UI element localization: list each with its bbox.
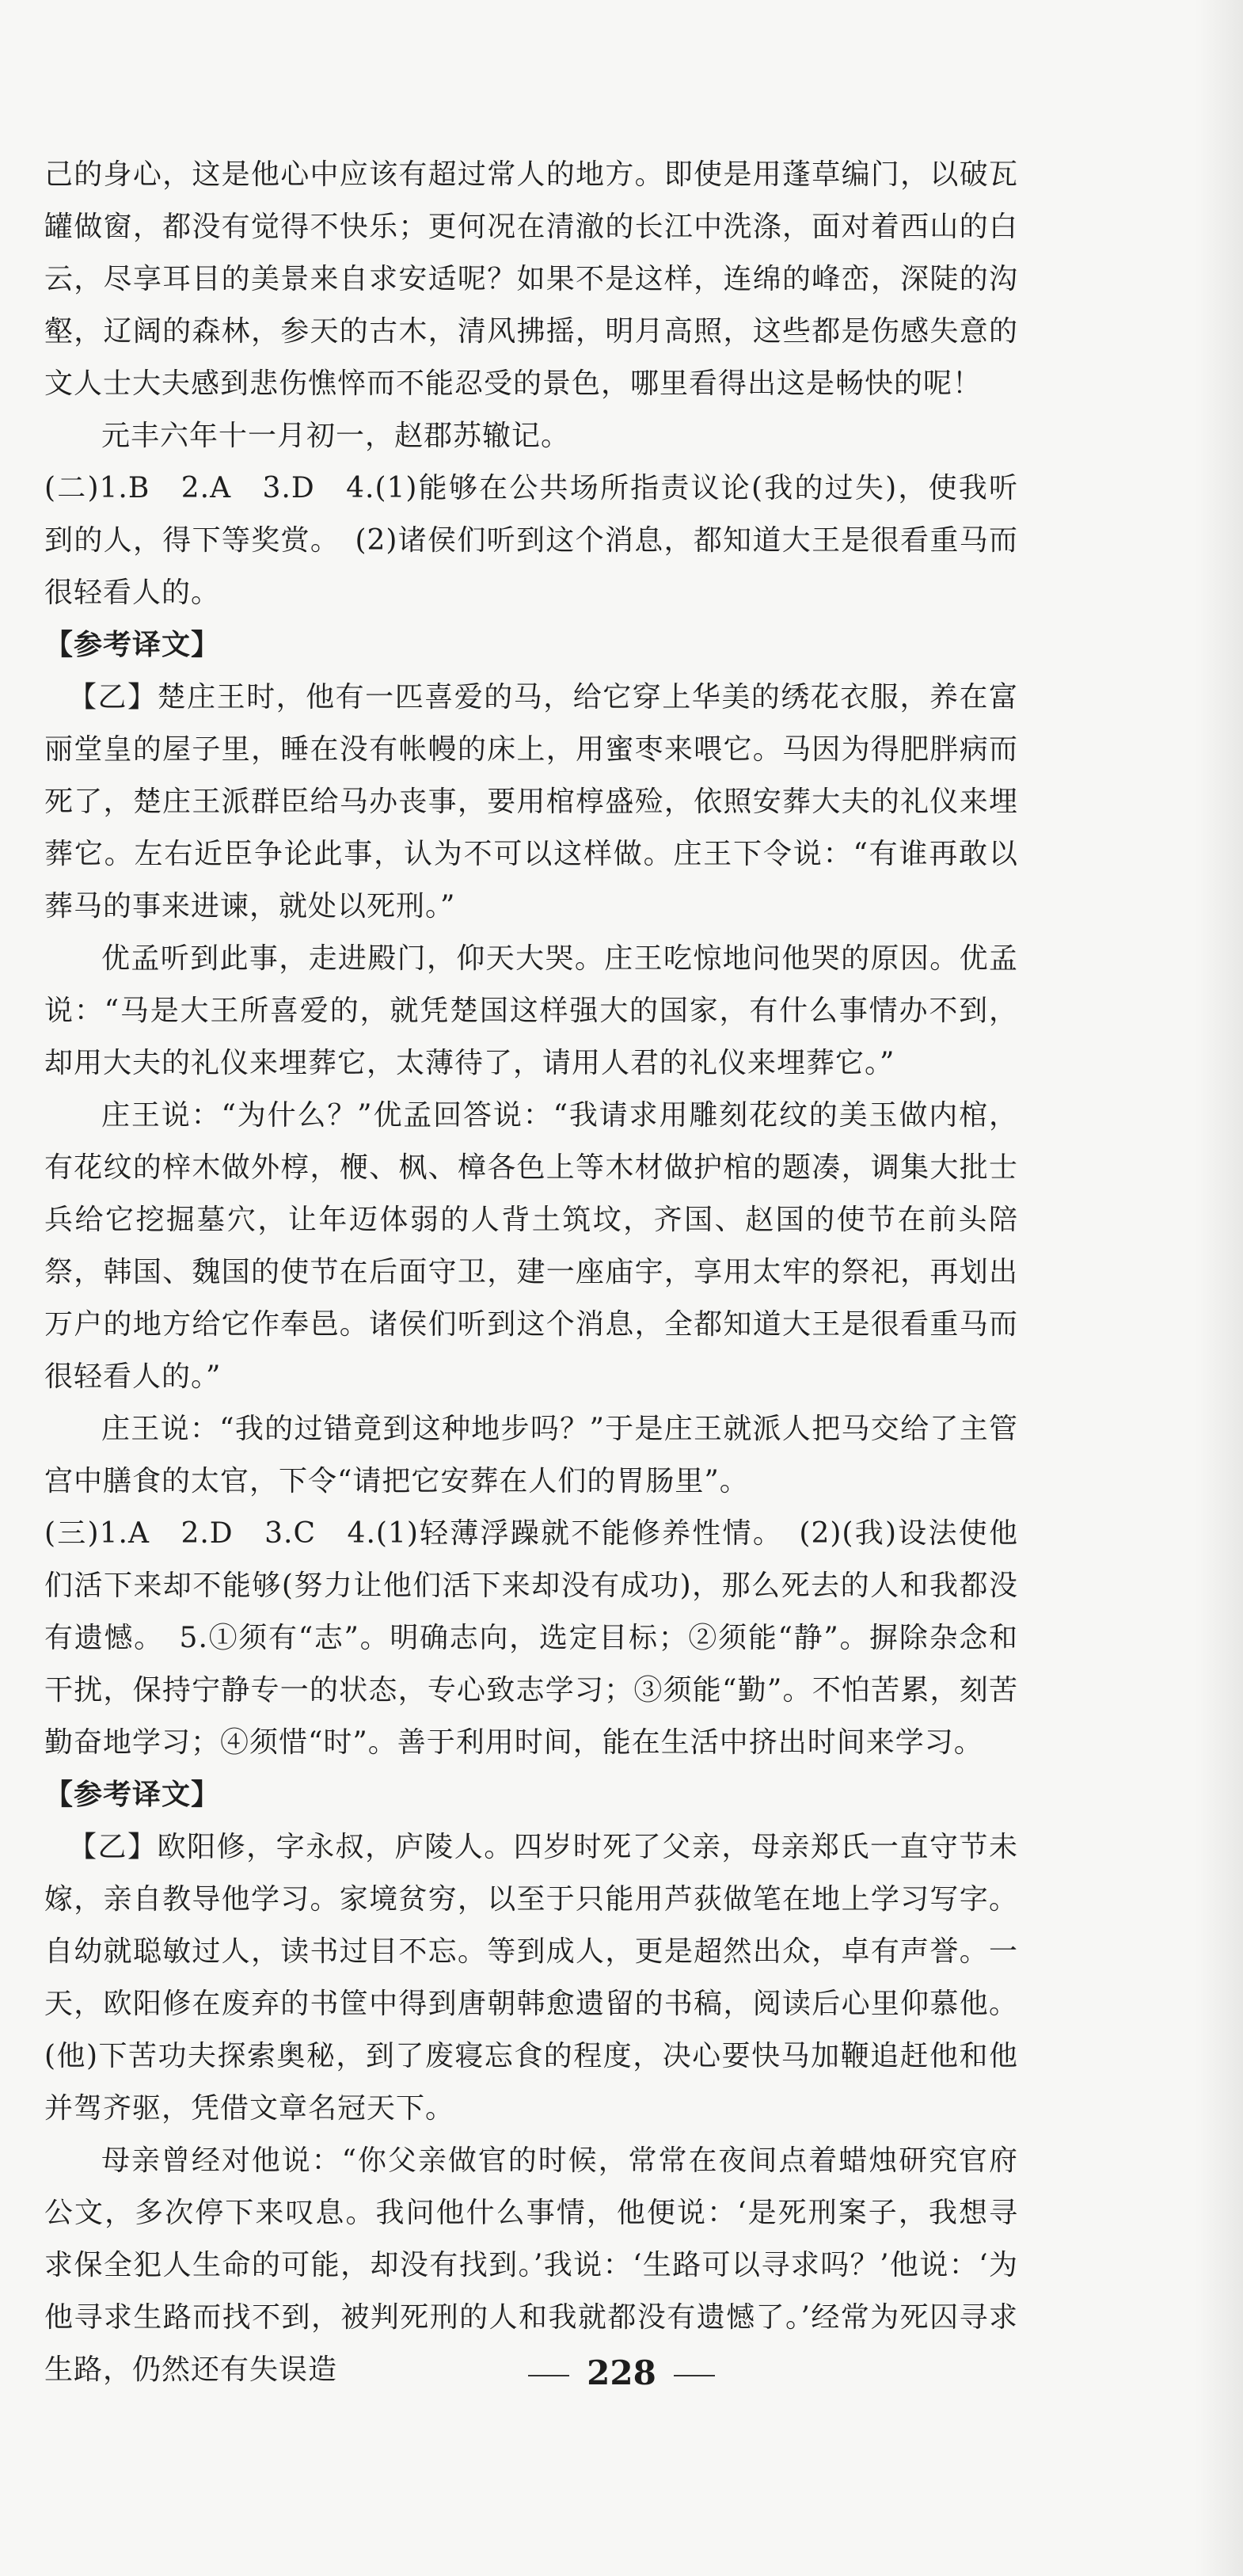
page-number: 228 (587, 2353, 656, 2392)
translation-1-paragraph-3: 庄王说：“为什么？”优孟回答说：“我请求用雕刻花纹的美玉做内棺，有花纹的梓木做外椁，楩、枫、樟各色上等木材做护棺的题凑，调集大批士兵给它挖掘墓穴，让年迈体弱的人背土筑坟，齐国、赵国的使节在前头陪祭，韩国、魏国的使节在后面守卫，建一座庙宇，享用太牢的祭祀，再划出万户的地方给它作奉邑。诸侯们听到这个消息，全都知道大王是很看重马而很轻看人的。” (44, 1099, 1018, 1393)
translation-2-paragraph-2: 母亲曾经对他说：“你父亲做官的时候，常常在夜间点着蜡烛研究官府公文，多次停下来叹息。我问他什么事情，他便说：‘是死刑案子，我想寻求保全犯人生命的可能，却没有找到。’我说：‘生路可以寻求吗？’他说：‘为他寻求生路而找不到，被判死刑的人和我就都没有遗憾了。’经常为死囚寻求生路，仍然还有失误造 (44, 2144, 1018, 2386)
page-footer (0, 2353, 1243, 2392)
section-3-answers: (三)1.A 2.D 3.C 4.(1)轻薄浮躁就不能修养性情。 (2)(我)设法使他们活下来却不能够(努力让他们活下来却没有成功)，那么死去的人和我都没有遗憾。 5.①须有“志”。明确志向，选定目标；②须能“静”。摒除杂念和干扰，保持宁静专一的状态，专心致志学习；③须能“勤”。不怕苦累，刻苦勤奋地学习；④须惜“时”。善于利用时间，能在生活中挤出时间来学习。 (44, 1517, 1018, 1759)
reference-translation-heading-1: 【参考译文】 (44, 629, 221, 661)
document-body (44, 149, 1018, 2396)
translation-1-paragraph-4: 庄王说：“我的过错竟到这种地步吗？”于是庄王就派人把马交给了主管宫中膳食的太官，下令“请把它安葬在人们的胃肠里”。 (44, 1413, 1018, 1497)
page-edge-shadow (1195, 0, 1243, 2576)
paragraph-continued: 己的身心，这是他心中应该有超过常人的地方。即使是用蓬草编门，以破瓦罐做窗，都没有觉得不快乐；更何况在清澈的长江中洗涤，面对着西山的白云，尽享耳目的美景来自求安适呢？如果不是这样，连绵的峰峦，深陡的沟壑，辽阔的森林，参天的古木，清风拂摇，明月高照，这些都是伤感失意的文人士大夫感到悲伤憔悴而不能忍受的景色，哪里看得出这是畅快的呢！ (44, 158, 1018, 400)
translation-2-paragraph-1: 【乙】欧阳修，字永叔，庐陵人。四岁时死了父亲，母亲郑氏一直守节未嫁，亲自教导他学习。家境贫穷，以至于只能用芦荻做笔在地上学习写字。自幼就聪敏过人，读书过目不忘。等到成人，更是超然出众，卓有声誉。一天，欧阳修在废弃的书筐中得到唐朝韩愈遗留的书稿，阅读后心里仰慕他。(他)下苦功夫探索奥秘，到了废寝忘食的程度，决心要快马加鞭追赶他和他并驾齐驱，凭借文章名冠天下。 (44, 1831, 1018, 2125)
section-2-answers: (二)1.B 2.A 3.D 4.(1)能够在公共场所指责议论(我的过失)，使我听到的人，得下等奖赏。 (2)诸侯们听到这个消息，都知道大王是很看重马而很轻看人的。 (44, 472, 1018, 609)
translation-1-paragraph-2: 优孟听到此事，走进殿门，仰天大哭。庄王吃惊地问他哭的原因。优孟说：“马是大王所喜爱的，就凭楚国这样强大的国家，有什么事情办不到，却用大夫的礼仪来埋葬它，太薄待了，请用人君的礼仪来埋葬它。” (44, 942, 1018, 1079)
translation-1-paragraph-1: 【乙】楚庄王时，他有一匹喜爱的马，给它穿上华美的绣花衣服，养在富丽堂皇的屋子里，睡在没有帐幔的床上，用蜜枣来喂它。马因为得肥胖病而死了，楚庄王派群臣给马办丧事，要用棺椁盛殓，依照安葬大夫的礼仪来埋葬它。左右近臣争论此事，认为不可以这样做。庄王下令说：“有谁再敢以葬马的事来进谏，就处以死刑。” (44, 681, 1018, 923)
footer-dash-right (674, 2375, 715, 2376)
footer-dash-left (528, 2375, 569, 2376)
reference-translation-heading-2: 【参考译文】 (44, 1779, 221, 1811)
paragraph-signature: 元丰六年十一月初一，赵郡苏辙记。 (101, 420, 571, 452)
